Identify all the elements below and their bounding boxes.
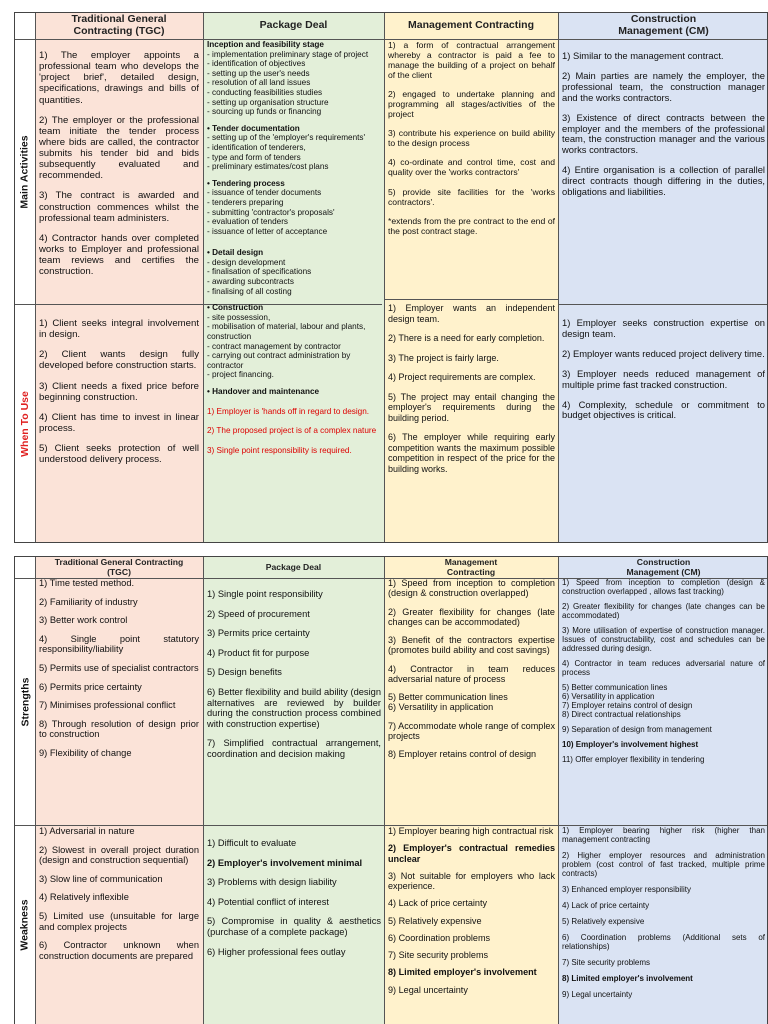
row-divider xyxy=(384,299,558,300)
tgc-weakness: 1) Adversarial in nature 2) Slowest in overall project duration (design and construction sequential) 3) Slow line of communication 4) Relatively inflexible 5) Limited use (unsuitable for large and complex projects 6) Contractor unknown when construction documents are prepared xyxy=(39,826,199,961)
header-cm: Construction Management (CM) xyxy=(618,13,709,37)
comparison-table-activities xyxy=(14,12,768,543)
tgc-main-activities: 1) The employer appoints a professional team who develops the 'project brief', detailed design, specifications, drawings and bills of quantities. 2) The employer or the professional team initiate the tender process where bids are called, the contractor submits his tender bid and bids subsequently evaluated and recommended. 3) The contract is awarded and construction commences whilst the professional team administers. 4) Contractor hands over completed works to Employer and professional team reviews and certifies the construction. xyxy=(39,50,199,278)
header-package: Package Deal xyxy=(259,19,328,32)
header-management: Management Contracting xyxy=(444,557,498,577)
row-label-weakness: Weakness xyxy=(19,899,31,951)
package-strengths: 1) Single point responsibility 2) Speed of procurement 3) Permits price certainty 4) Product fit for purpose 5) Design benefits 6) Better flexibility and build ability (design alternatives are reviewed by builder during the construction process combined with construction expertise) 7) Simplified contractual arrangement, coordination and decision making xyxy=(207,589,381,759)
comparison-table-strengths-weakness xyxy=(14,556,768,1024)
package-when-2: 2) The proposed project is of a complex nature xyxy=(207,426,377,436)
management-when-to-use: 1) Employer wants an independent design team. 2) There is a need for early completion. 3) The project is fairly large. 4) Project requirements are complex. 5) The project may entail changing the employer's requirements during the building period. 6) The employer while requiring early competition wants the maximum possible competition in respect of the price for the building works. xyxy=(388,303,555,474)
management-strengths: 1) Speed from inception to completion (design & construction overlapped) 2) Greater flexibility for changes (late changes can be accommodated) 3) Benefit of the contractors expertise (promotes build ability and cost savings) 4) Contractor in team reduces adversarial nature of process 5) Better communication lines 6) Versatility in application 7) Accommodate whole range of complex projects 8) Employer retains control of design xyxy=(388,578,555,760)
header-tgc: Traditional General Contracting (TGC) xyxy=(71,13,167,37)
row-label-main-activities: Main Activities xyxy=(19,134,32,209)
header-tgc: Traditional General Contracting (TGC) xyxy=(54,557,184,577)
package-when-3: 3) Single point responsibility is required. xyxy=(207,445,352,455)
header-package: Package Deal xyxy=(265,561,322,572)
cm-weakness: 1) Employer bearing higher risk (higher than management contracting 2) Higher employer resources and administration problem (cost control of fast tracked, multiple prime contracts) 3) Enhanced employer responsibility 4) Lack of price certainty 5) Relatively expensive 6) Coordination problems (Additional sets of relationships) 7) Site security problems 8) Limited employer's involvement 9) Legal uncertainty xyxy=(562,826,765,1000)
cm-when-to-use: 1) Employer seeks construction expertise on design team. 2) Employer wants reduced project delivery time. 3) Employer needs reduced management of multiple prime fast tracked construction. 4) Complexity, schedule or commitment to budget objectives is critical. xyxy=(562,318,765,421)
package-when-1: 1) Employer is 'hands off in regard to design. xyxy=(207,406,370,416)
package-deal-stages: Inception and feasibility stage - implementation preliminary stage of project - identification of objectives - setting up the user's needs - resolution of all land issues - conducting feasibilities studies - setting up organisation structure - sourcing up funds or financing • Tender documentation - setting up of the 'employer's requirements' - identification of tenderers, - type and form of tenders - preliminary estimates/cost plans • Tendering process - issuance of tender documents - tenderers preparing - submitting 'contractor's proposals' - evaluation of tenders - issuance of letter of acceptance • Detail design - design development - finalisation of specifications - awarding subcontracts - finalising of all costing • Construction - site possession, - mobilisation of material, labour and plants, construction - contract management by contractor - carrying out contract administration by contractor - project financing. • Handover and maintenance 1) Employer is 'hands off in regard to design. 2) The proposed project is of a complex nature 3) Single point responsibility is required. xyxy=(207,40,381,543)
package-weakness: 1) Difficult to evaluate 2) Employer's involvement minimal 3) Problems with design liability 4) Potential conflict of interest 5) Compromise in quality & aesthetics (purchase of a complete package) 6) Higher professional fees outlay xyxy=(207,838,381,957)
management-main-activities: 1) a form of contractual arrangement whereby a contractor is paid a fee to manage the building of a project on behalf of the client 2) engaged to undertake planning and programming all stages/activities of the project 3) contribute his experience on build ability to the design process 4) co-ordinate and control time, cost and quality over the 'works contractors' 5) provide site facilities for the 'works contractors'. *extends from the pre contract to the end of the post contract stage. xyxy=(388,40,555,236)
tgc-when-to-use: 1) Client seeks integral involvement in design. 2) Client wants design fully developed before construction starts. 3) Client needs a fixed price before beginning construction. 4) Client has time to invest in linear process. 5) Client seeks protection of well understood delivery process. xyxy=(39,318,199,466)
row-label-strengths: Strengths xyxy=(19,676,32,727)
tgc-strengths: 1) Time tested method. 2) Familiarity of industry 3) Better work control 4) Single point statutory responsibility/liability 5) Permits use of specialist contractors 6) Permits price certainty 7) Minimises professional conflict 8) Through resolution of design prior to construction 9) Flexibility of change xyxy=(39,578,199,758)
cm-main-activities: 1) Similar to the management contract. 2) Main parties are namely the employer, the professional team, the construction manager and the works contractors. 3) Existence of direct contracts between the employer and the members of the professional team, the construction manager and the various works contractors. 4) Entire organisation is a collection of parallel direct contracts though differing in the duties, obligations and liabilities. xyxy=(562,51,765,198)
header-cm: Construction Management (CM) xyxy=(626,557,701,577)
row-label-when-to-use: When To Use xyxy=(19,391,32,457)
management-weakness: 1) Employer bearing high contractual risk 2) Employer's contractual remedies unclear 3) Not suitable for employers who lack experience. 4) Lack of price certainty 5) Relatively expensive 6) Coordination problems 7) Site security problems 8) Limited employer's involvement 9) Legal uncertainty xyxy=(388,826,555,995)
header-management: Management Contracting xyxy=(407,19,534,32)
cm-strengths: 1) Speed from inception to completion (design & construction overlapped , allows fast tracking) 2) Greater flexibility for changes (late changes can be accommodated) 3) More utilisation of expertise of construction manager. Issues of constructability, cost and schedules can be addressed during design. 4) Contractor in team reduces adversarial nature of process 5) Better communication lines 6) Versatility in application 7) Employer retains control of design 8) Direct contractual relationships 9) Separation of design from management 10) Employer's involvement highest 11) Offer employer flexibility in tendering xyxy=(562,578,765,765)
row-divider xyxy=(558,304,767,305)
